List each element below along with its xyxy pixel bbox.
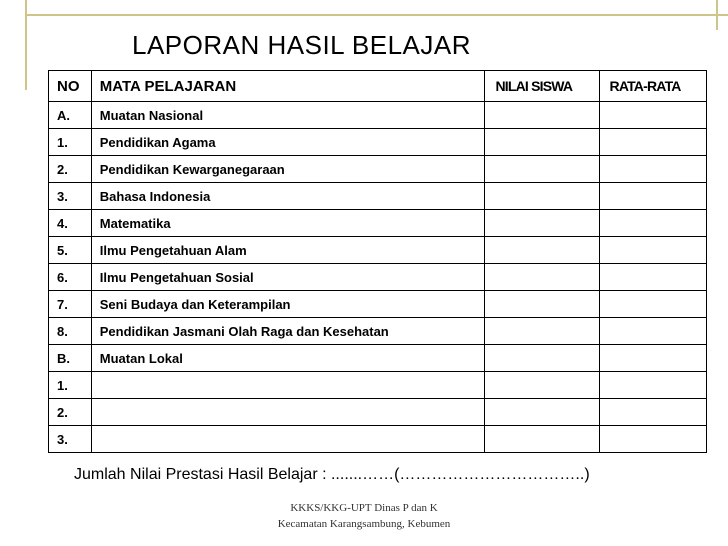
nilai-siswa-cell bbox=[485, 237, 599, 264]
header-mata-pelajaran: MATA PELAJARAN bbox=[91, 71, 485, 102]
row-subject: Seni Budaya dan Keterampilan bbox=[91, 291, 485, 318]
nilai-siswa-cell bbox=[485, 264, 599, 291]
footer-line-2: Kecamatan Karangsambung, Kebumen bbox=[277, 518, 451, 530]
row-subject: Muatan Nasional bbox=[91, 102, 485, 129]
row-no: 1. bbox=[49, 372, 92, 399]
rata-rata-cell bbox=[599, 102, 706, 129]
footer bbox=[264, 500, 464, 532]
row-no: 4. bbox=[49, 210, 92, 237]
table-row bbox=[49, 237, 707, 264]
page-title: LAPORAN HASIL BELAJAR bbox=[132, 30, 471, 60]
frame-line-vertical-right bbox=[716, 0, 718, 30]
rata-rata-cell bbox=[599, 129, 706, 156]
summary-line: Jumlah Nilai Prestasi Hasil Belajar : .......……(……………………………..) bbox=[74, 466, 590, 483]
nilai-siswa-cell bbox=[485, 318, 599, 345]
row-subject: Bahasa Indonesia bbox=[91, 183, 485, 210]
rata-rata-cell bbox=[599, 372, 706, 399]
table-header-row bbox=[49, 71, 707, 102]
rata-rata-cell bbox=[599, 264, 706, 291]
table-row bbox=[49, 291, 707, 318]
table-row bbox=[49, 210, 707, 237]
row-subject: Ilmu Pengetahuan Sosial bbox=[91, 264, 485, 291]
table-row bbox=[49, 318, 707, 345]
nilai-siswa-cell bbox=[485, 183, 599, 210]
header-no: NO bbox=[49, 71, 92, 102]
rata-rata-cell bbox=[599, 426, 706, 453]
row-no: 6. bbox=[49, 264, 92, 291]
table-row bbox=[49, 156, 707, 183]
report-table bbox=[48, 70, 707, 453]
row-subject: Muatan Lokal bbox=[91, 345, 485, 372]
header-rata-rata: RATA-RATA bbox=[599, 71, 706, 102]
nilai-siswa-cell bbox=[485, 156, 599, 183]
table-row bbox=[49, 102, 707, 129]
rata-rata-cell bbox=[599, 291, 706, 318]
row-subject: Matematika bbox=[91, 210, 485, 237]
table-row bbox=[49, 372, 707, 399]
rata-rata-cell bbox=[599, 156, 706, 183]
nilai-siswa-cell bbox=[485, 129, 599, 156]
row-subject bbox=[91, 426, 485, 453]
table-row bbox=[49, 345, 707, 372]
rata-rata-cell bbox=[599, 399, 706, 426]
row-no: A. bbox=[49, 102, 92, 129]
row-subject: Ilmu Pengetahuan Alam bbox=[91, 237, 485, 264]
nilai-siswa-cell bbox=[485, 399, 599, 426]
row-no: 8. bbox=[49, 318, 92, 345]
row-subject bbox=[91, 372, 485, 399]
rata-rata-cell bbox=[599, 210, 706, 237]
footer-line-1: KKKS/KKG-UPT Dinas P dan K bbox=[290, 502, 438, 514]
nilai-siswa-cell bbox=[485, 372, 599, 399]
header-nilai-siswa: NILAI SISWA bbox=[485, 71, 599, 102]
table-row bbox=[49, 399, 707, 426]
row-subject bbox=[91, 399, 485, 426]
row-no: 1. bbox=[49, 129, 92, 156]
nilai-siswa-cell bbox=[485, 426, 599, 453]
row-subject: Pendidikan Agama bbox=[91, 129, 485, 156]
nilai-siswa-cell bbox=[485, 210, 599, 237]
row-no: 2. bbox=[49, 156, 92, 183]
table-row bbox=[49, 264, 707, 291]
row-no: 7. bbox=[49, 291, 92, 318]
row-subject: Pendidikan Kewarganegaraan bbox=[91, 156, 485, 183]
row-subject: Pendidikan Jasmani Olah Raga dan Kesehatan bbox=[91, 318, 485, 345]
rata-rata-cell bbox=[599, 318, 706, 345]
rata-rata-cell bbox=[599, 237, 706, 264]
nilai-siswa-cell bbox=[485, 345, 599, 372]
table-row bbox=[49, 183, 707, 210]
table-row bbox=[49, 426, 707, 453]
rata-rata-cell bbox=[599, 183, 706, 210]
rata-rata-cell bbox=[599, 345, 706, 372]
row-no: 3. bbox=[49, 426, 92, 453]
table-row bbox=[49, 129, 707, 156]
row-no: 3. bbox=[49, 183, 92, 210]
nilai-siswa-cell bbox=[485, 291, 599, 318]
row-no: 5. bbox=[49, 237, 92, 264]
row-no: B. bbox=[49, 345, 92, 372]
frame-line-horizontal bbox=[25, 14, 728, 16]
nilai-siswa-cell bbox=[485, 102, 599, 129]
row-no: 2. bbox=[49, 399, 92, 426]
